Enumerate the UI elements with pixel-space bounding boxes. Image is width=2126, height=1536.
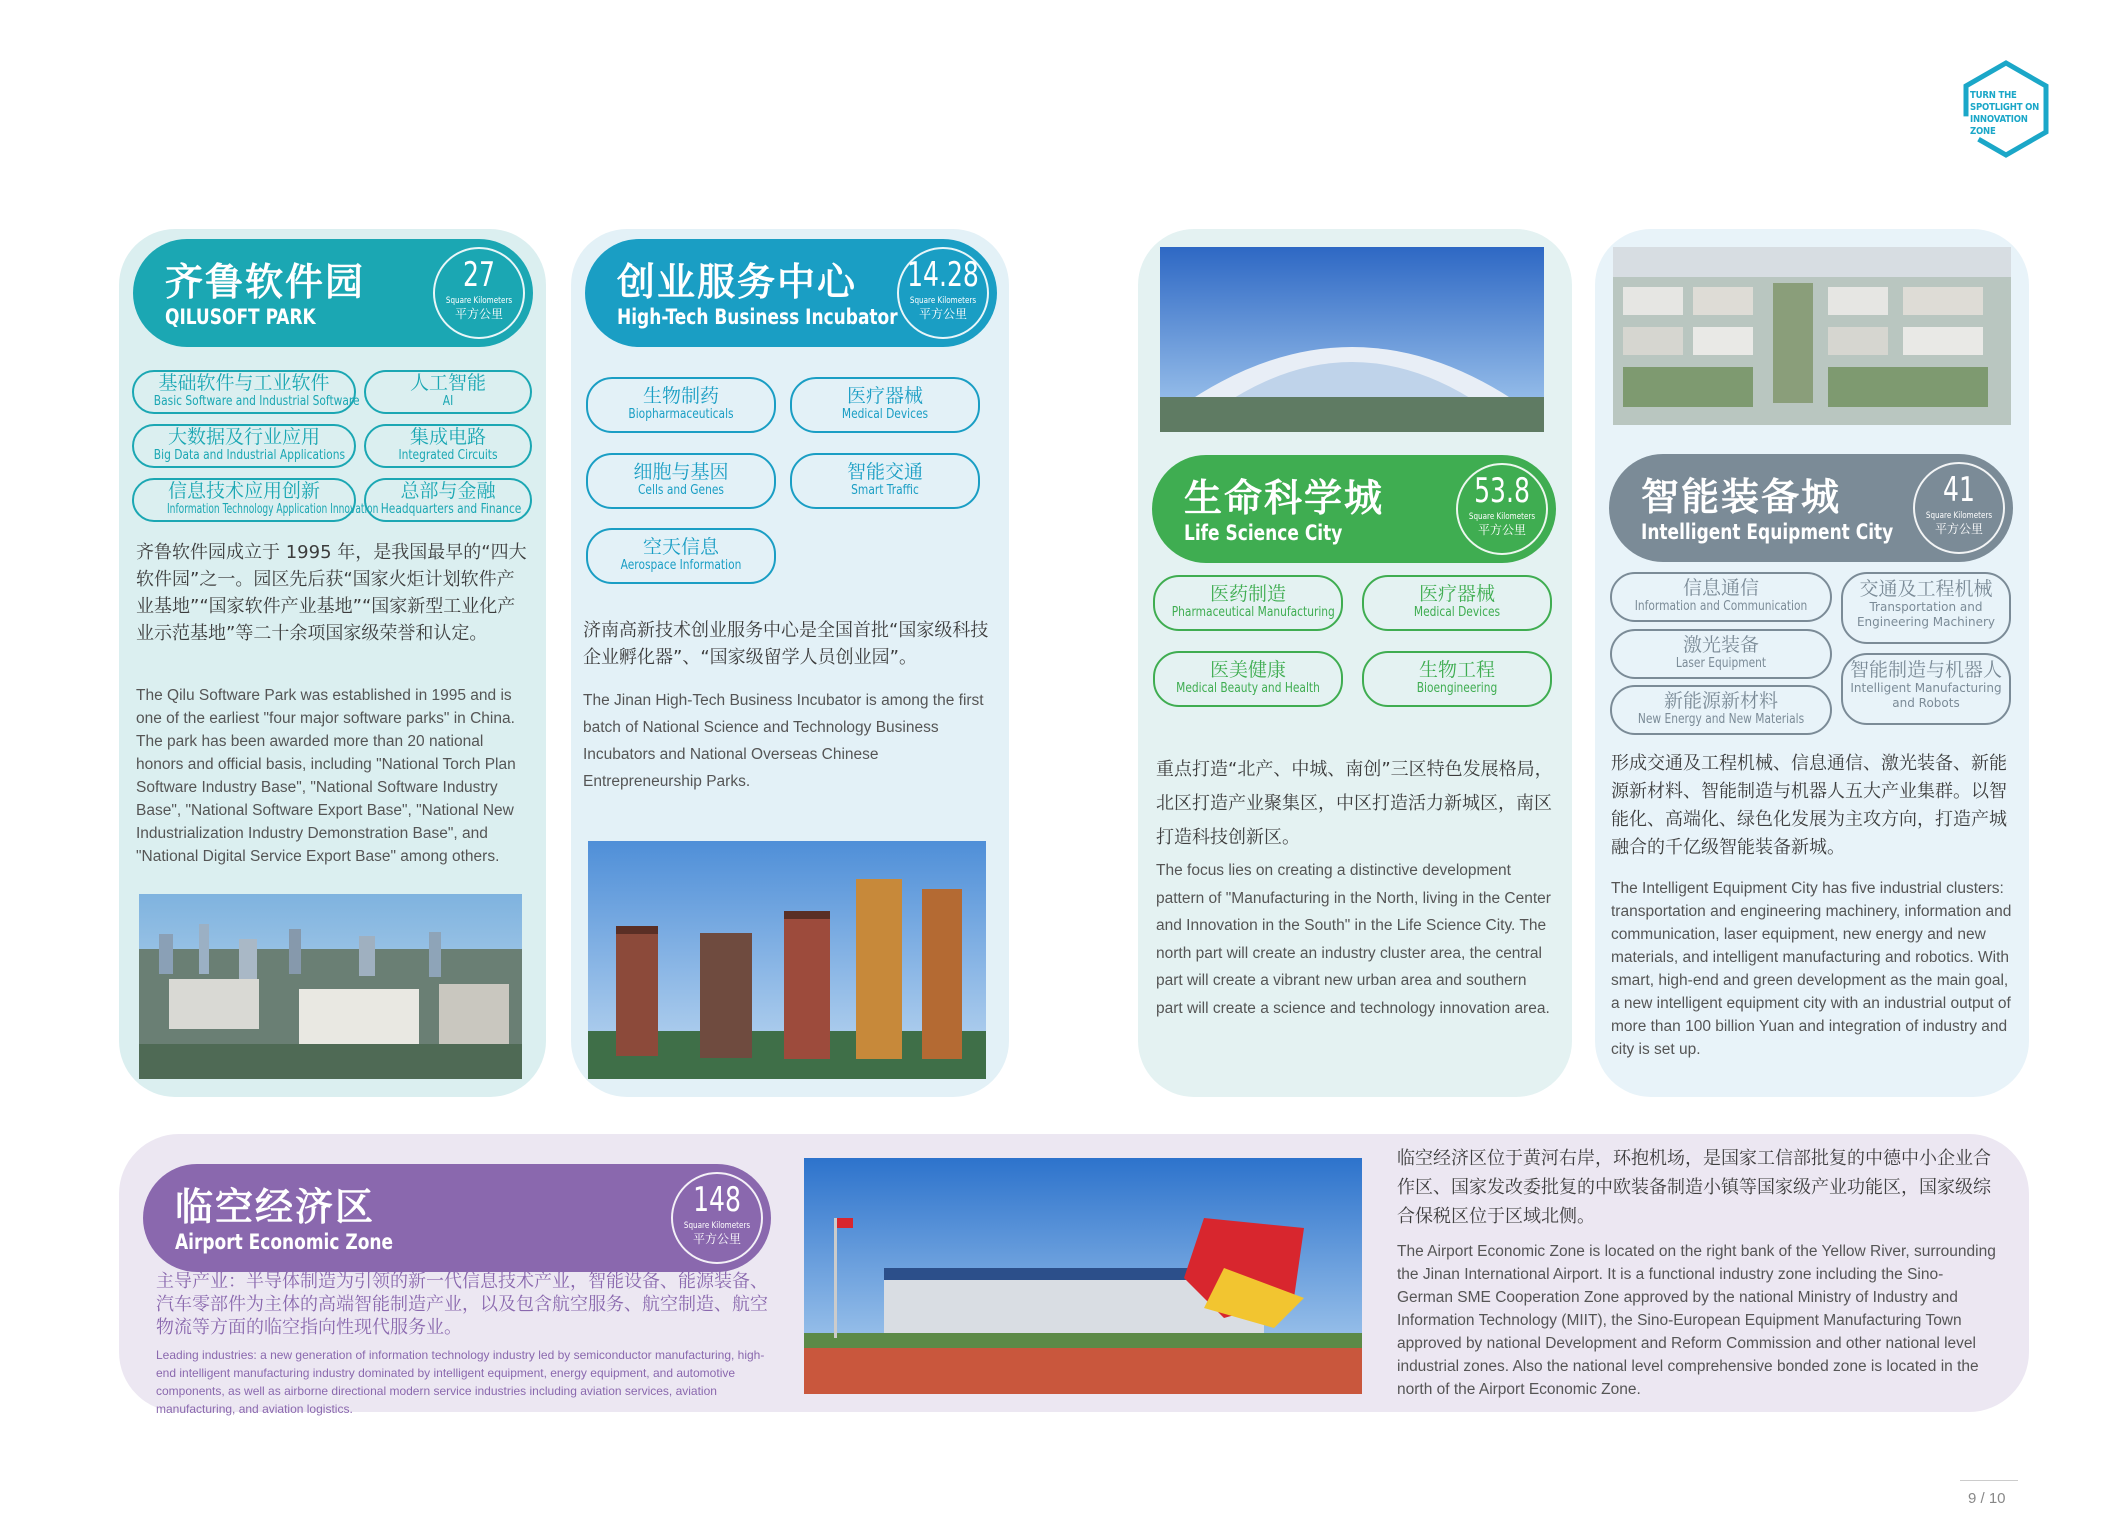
life-tag: 医疗器械 Medical Devices	[1362, 575, 1552, 631]
airport-body-cn: 临空经济区位于黄河右岸，环抱机场，是国家工信部批复的中德中小企业合作区、国家发改委批复的中欧装备制造小镇等国家级产业功能区，国家级综合保税区位于区域北侧。	[1397, 1148, 1991, 1227]
equipment-city-aerial-photo	[1613, 247, 2011, 425]
qilu-area: 27	[463, 255, 495, 295]
airport-area: 148	[693, 1180, 741, 1220]
area-unit-en: Square Kilometers	[445, 296, 513, 306]
business-incubator-card	[571, 229, 1009, 1097]
qilu-park-photo	[139, 894, 522, 1079]
airport-body-en: The Airport Economic Zone is located on the right bank of the Yellow River, surrounding the Jinan International Airport. It is a functional industry zone including the Sino-German SME Cooperation Zone approved by the national Ministry of Industry and Information Technology (MIIT), the Sino-European Equipment Manufacturing Town approved by national Development and Reform Commission and other national level industrial zones. Also the national level comprehensive bonded zone is located in the north of the Airport Economic Zone.	[1397, 1243, 1996, 1398]
page-number: 9 / 10	[1968, 1490, 2006, 1507]
life-title-pill	[1152, 455, 1556, 563]
equip-title-pill	[1609, 454, 2013, 562]
innovation-zone-logo	[1958, 60, 2054, 156]
life-science-station-photo	[1160, 247, 1544, 432]
qilu-tag: 基础软件与工业软件 Basic Software and Industrial Software	[132, 370, 356, 414]
qilu-body-cn: 齐鲁软件园成立于 1995 年，是我国最早的“四大软件园”之一。园区先后获“国家火炬计划软件产业基地”“国家软件产业基地”“国家新型工业化产业示范基地”等二十余项国家级荣誉和认定。	[136, 542, 527, 644]
qilu-body-en: The Qilu Software Park was established in 1995 and is one of the earliest "four major software parks" in China. The park has been awarded more than 20 national honors and official basis, including "National Torch Plan Software Industry Base", "National Software Industry Base", "National Software Export Base", "National New Industrialization Industry Demonstration Base", and "National Digital Service Export Base" among others.	[136, 687, 516, 865]
airport-industries-cn: 主导产业：半导体制造为引领的新一代信息技术产业，智能设备、能源装备、汽车零部件为主体的高端智能制造产业，以及包含航空服务、航空制造、航空物流等方面的临空指向性现代服务业。	[156, 1271, 768, 1338]
life-tag: 医药制造 Pharmaceutical Manufacturing	[1153, 575, 1343, 631]
airport-title-cn: 临空经济区	[175, 1185, 376, 1229]
equip-title-cn: 智能装备城	[1641, 475, 1842, 519]
life-title-en: Life Science City	[1184, 521, 1343, 545]
equip-area-badge	[1913, 462, 2005, 554]
equip-area: 41	[1943, 470, 1975, 510]
incubator-tag: 智能交通 Smart Traffic	[790, 453, 980, 509]
intelligent-equipment-city-card	[1595, 229, 2029, 1097]
qilu-title-cn: 齐鲁软件园	[165, 260, 366, 304]
life-body-cn: 重点打造“北产、中城、南创”三区特色发展格局，北区打造产业聚集区，中区打造活力新城区，南区打造科技创新区。	[1156, 759, 1553, 848]
qilu-tag: 大数据及行业应用 Big Data and Industrial Applications	[132, 424, 356, 468]
incubator-area: 14.28	[907, 255, 979, 295]
incubator-title-en: High-Tech Business Incubator	[617, 305, 898, 329]
area-unit-cn: 平方公里	[918, 307, 967, 321]
qilu-area-badge	[433, 247, 525, 339]
life-area-badge	[1456, 463, 1548, 555]
incubator-tag: 空天信息 Aerospace Information	[586, 528, 776, 584]
life-area: 53.8	[1474, 471, 1530, 511]
qilu-tag: 信息技术应用创新 Information Technology Application Innovation	[132, 478, 356, 522]
incubator-area-badge	[897, 247, 989, 339]
qilu-tag: 集成电路 Integrated Circuits	[364, 424, 532, 468]
qilu-title-en: QILUSOFT PARK	[165, 305, 316, 329]
incubator-building-photo	[588, 841, 986, 1079]
airport-industries-en: Leading industries: a new generation of information technology industry led by semiconductor manufacturing, high-end intelligent manufacturing industry dominated by intelligent equipment, energy equipment, and automotive components, as well as airborne directional modern service industries including aviation services, aviation manufacturing, and aviation logistics.	[156, 1348, 765, 1416]
qilu-software-park-card	[119, 229, 546, 1097]
life-body-en: The focus lies on creating a distinctive development pattern of "Manufacturing in the North, living in the Center and Innovation in the South" in the Life Science City. The north part will create an industry cluster area, the central part will create a vibrant new urban area and southern part will create a science and technology innovation area.	[1156, 862, 1551, 1017]
area-unit-en: Square Kilometers	[1468, 512, 1536, 522]
qilu-tag: 总部与金融 Headquarters and Finance	[364, 478, 532, 522]
page-number-rule	[1960, 1480, 2018, 1481]
airport-area-badge	[671, 1172, 763, 1264]
airport-title-en: Airport Economic Zone	[175, 1230, 394, 1254]
incubator-title-cn: 创业服务中心	[617, 260, 858, 304]
qilu-tag: 人工智能 AI	[364, 370, 532, 414]
area-unit-cn: 平方公里	[1934, 522, 1983, 536]
incubator-tag: 细胞与基因 Cells and Genes	[586, 453, 776, 509]
equip-tag: 信息通信 Information and Communication	[1610, 572, 1832, 622]
airport-economic-zone-card	[119, 1134, 2029, 1416]
equip-tag: 智能制造与机器人 Intelligent Manufacturing and Robots	[1841, 653, 2011, 725]
incubator-tag: 生物制药 Biopharmaceuticals	[586, 377, 776, 433]
equip-body-en: The Intelligent Equipment City has five industrial clusters: transportation and engineering machinery, information and communication, laser equipment, new energy and new materials, and intelligent manufacturing and robotics. With smart, high-end and green development as the main goal, a new intelligent equipment city with an industrial output of more than 100 billion Yuan and integration of industry and city is set up.	[1611, 880, 2012, 1058]
incubator-body-cn: 济南高新技术创业服务中心是全国首批“国家级科技企业孵化器”、“国家级留学人员创业园”。	[583, 620, 989, 668]
life-science-city-card	[1138, 229, 1572, 1097]
area-unit-cn: 平方公里	[454, 307, 503, 321]
equip-body-cn: 形成交通及工程机械、信息通信、激光装备、新能源新材料、智能制造与机器人五大产业集群。以智能化、高端化、绿色化发展为主攻方向，打造产城融合的千亿级智能装备新城。	[1611, 753, 2007, 858]
area-unit-en: Square Kilometers	[909, 296, 977, 306]
area-unit-en: Square Kilometers	[1925, 511, 1993, 521]
area-unit-cn: 平方公里	[1477, 523, 1526, 537]
airport-title-pill	[143, 1164, 771, 1272]
airport-zone-photo	[804, 1158, 1362, 1394]
logo-text: TURN THE SPOTLIGHT ON INNOVATION ZONE	[1970, 90, 2040, 137]
life-tag: 医美健康 Medical Beauty and Health	[1153, 651, 1343, 707]
incubator-body-en: The Jinan High-Tech Business Incubator is among the first batch of National Science and Technology Business Incubators and National Overseas Chinese Entrepreneurship Parks.	[583, 692, 984, 790]
incubator-title-pill	[585, 239, 997, 347]
area-unit-en: Square Kilometers	[683, 1221, 751, 1231]
area-unit-cn: 平方公里	[692, 1232, 741, 1246]
life-tag: 生物工程 Bioengineering	[1362, 651, 1552, 707]
equip-tag: 激光装备 Laser Equipment	[1610, 629, 1832, 679]
equip-tag: 交通及工程机械 Transportation and Engineering Machinery	[1841, 572, 2011, 644]
life-title-cn: 生命科学城	[1184, 476, 1385, 520]
equip-tag: 新能源新材料 New Energy and New Materials	[1610, 685, 1832, 735]
equip-title-en: Intelligent Equipment City	[1641, 520, 1894, 544]
incubator-tag: 医疗器械 Medical Devices	[790, 377, 980, 433]
qilu-title-pill	[133, 239, 533, 347]
